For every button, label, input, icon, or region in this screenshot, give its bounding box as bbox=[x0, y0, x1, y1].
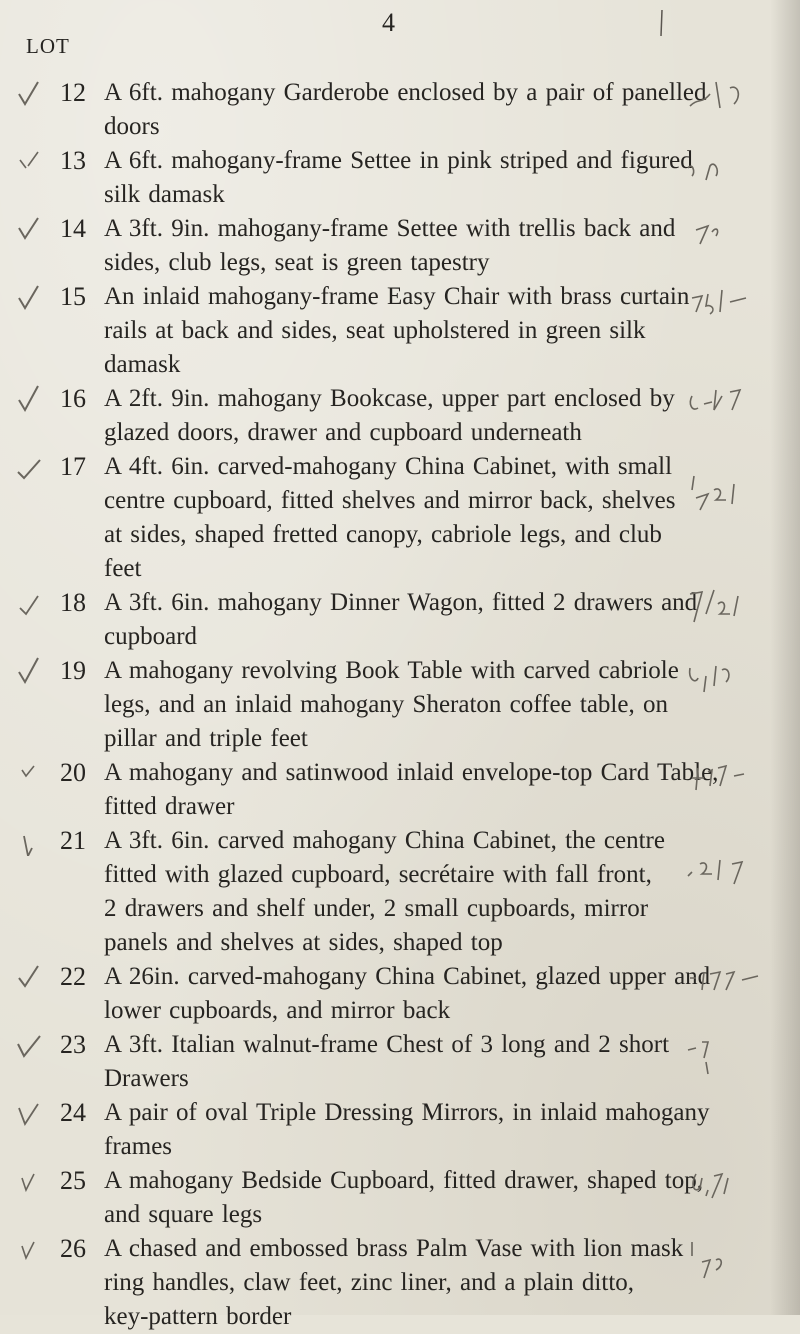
handwritten-price-annotation bbox=[686, 656, 776, 700]
lot-description-line: sides, club legs, seat is green tapestry bbox=[104, 249, 490, 276]
handwritten-price-annotation bbox=[686, 76, 776, 120]
handwritten-price-annotation bbox=[686, 960, 776, 1004]
handwritten-price-annotation bbox=[686, 756, 776, 800]
lot-column-heading: LOT bbox=[26, 34, 70, 58]
lot-description-line: key-pattern border bbox=[104, 1303, 292, 1330]
handwritten-tick-icon bbox=[16, 282, 42, 312]
lot-description-line: feet bbox=[104, 555, 142, 582]
lot-description-line: A mahogany revolving Book Table with carved cabriole bbox=[104, 657, 679, 684]
handwritten-tick-icon bbox=[16, 588, 42, 618]
lot-description-line: A pair of oval Triple Dressing Mirrors, in inlaid mahogany bbox=[104, 1099, 710, 1126]
lot-number: 21 bbox=[60, 826, 86, 855]
lot-description-line: glazed doors, drawer and cupboard underneath bbox=[104, 419, 582, 446]
handwritten-tick-icon bbox=[16, 656, 42, 686]
lot-description-line: legs, and an inlaid mahogany Sheraton coffee table, on bbox=[104, 691, 668, 718]
handwritten-price-annotation bbox=[686, 212, 776, 256]
handwritten-tick-icon bbox=[16, 452, 42, 482]
lot-description-line: pillar and triple feet bbox=[104, 725, 308, 752]
handwritten-tick-icon bbox=[16, 1030, 42, 1060]
handwritten-tick-icon bbox=[16, 78, 42, 108]
lot-number: 13 bbox=[60, 146, 86, 175]
lot-description-line: rails at back and sides, seat upholstered in green silk bbox=[104, 317, 646, 344]
handwritten-price-annotation bbox=[686, 382, 776, 426]
lot-description-line: A 2ft. 9in. mahogany Bookcase, upper part enclosed by bbox=[104, 385, 675, 412]
lot-description-line: lower cupboards, and mirror back bbox=[104, 997, 451, 1024]
lot-description-line: A 3ft. Italian walnut-frame Chest of 3 long and 2 short bbox=[104, 1031, 670, 1058]
lot-number: 12 bbox=[60, 78, 86, 107]
lot-description-line: ring handles, claw feet, zinc liner, and a plain ditto, bbox=[104, 1269, 635, 1296]
handwritten-tick-icon bbox=[16, 826, 42, 856]
handwritten-price-annotation bbox=[686, 850, 776, 894]
handwritten-price-annotation bbox=[686, 1164, 776, 1208]
handwritten-tick-icon bbox=[16, 962, 42, 992]
lot-description-line: A mahogany Bedside Cupboard, fitted drawer, shaped top, bbox=[104, 1167, 703, 1194]
lot-number: 16 bbox=[60, 384, 86, 413]
lot-description-line: frames bbox=[104, 1133, 173, 1160]
lot-description-line: Drawers bbox=[104, 1065, 189, 1092]
lot-description-line: fitted with glazed cupboard, secrétaire with fall front, bbox=[104, 861, 652, 888]
handwritten-tick-icon bbox=[16, 758, 42, 788]
handwritten-price-annotation bbox=[686, 586, 776, 630]
lot-number: 24 bbox=[60, 1098, 86, 1127]
handwritten-tick-icon bbox=[16, 384, 42, 414]
lot-description-line: 2 drawers and shelf under, 2 small cupboards, mirror bbox=[104, 895, 649, 922]
handwritten-tick-icon bbox=[16, 1234, 42, 1264]
lot-description-line: A 6ft. mahogany-frame Settee in pink striped and figured bbox=[104, 147, 693, 174]
handwritten-tick-icon bbox=[16, 1098, 42, 1128]
handwritten-price-annotation bbox=[686, 282, 776, 326]
lot-description-line: and square legs bbox=[104, 1201, 263, 1228]
lot-description-line: panels and shelves at sides, shaped top bbox=[104, 929, 503, 956]
lot-description-line: cupboard bbox=[104, 623, 198, 650]
lot-description-line: A 26in. carved-mahogany China Cabinet, glazed upper and bbox=[104, 963, 711, 990]
lot-number: 14 bbox=[60, 214, 86, 243]
lot-description-line: fitted drawer bbox=[104, 793, 235, 820]
handwritten-tick-icon bbox=[16, 1166, 42, 1196]
lot-number: 25 bbox=[60, 1166, 86, 1195]
lot-description-line: A 6ft. mahogany Garderobe enclosed by a pair of panelled bbox=[104, 79, 707, 106]
lot-number: 22 bbox=[60, 962, 86, 991]
lot-description-line: A 3ft. 6in. mahogany Dinner Wagon, fitted 2 drawers and bbox=[104, 589, 698, 616]
lot-description-line: A chased and embossed brass Palm Vase with lion mask bbox=[104, 1235, 684, 1262]
lot-description-line: doors bbox=[104, 113, 160, 140]
lot-number: 23 bbox=[60, 1030, 86, 1059]
page-number: 4 bbox=[382, 8, 395, 37]
lot-number: 20 bbox=[60, 758, 86, 787]
lot-description-line: damask bbox=[104, 351, 181, 378]
lot-number: 17 bbox=[60, 452, 86, 481]
lot-number: 26 bbox=[60, 1234, 86, 1263]
handwritten-price-annotation bbox=[686, 470, 776, 514]
lot-description-line: An inlaid mahogany-frame Easy Chair with brass curtain bbox=[104, 283, 690, 310]
lot-description-line: centre cupboard, fitted shelves and mirror back, shelves bbox=[104, 487, 676, 514]
lot-description-line: A 3ft. 6in. carved mahogany China Cabinet, the centre bbox=[104, 827, 665, 854]
lot-number: 19 bbox=[60, 656, 86, 685]
handwritten-price-annotation bbox=[686, 1238, 776, 1282]
lot-description-line: at sides, shaped fretted canopy, cabriole legs, and club bbox=[104, 521, 662, 548]
handwritten-price-annotation bbox=[686, 146, 776, 190]
lot-description-line: A 4ft. 6in. carved-mahogany China Cabinet, with small bbox=[104, 453, 673, 480]
handwritten-tick-icon bbox=[16, 146, 42, 176]
lot-number: 18 bbox=[60, 588, 86, 617]
lot-number: 15 bbox=[60, 282, 86, 311]
lot-description-line: silk damask bbox=[104, 181, 225, 208]
pencil-mark bbox=[658, 10, 666, 36]
handwritten-price-annotation bbox=[686, 1032, 776, 1076]
lot-description-line: A mahogany and satinwood inlaid envelope-top Card Table, bbox=[104, 759, 719, 786]
handwritten-tick-icon bbox=[16, 214, 42, 244]
lot-description-line: A 3ft. 9in. mahogany-frame Settee with trellis back and bbox=[104, 215, 676, 242]
